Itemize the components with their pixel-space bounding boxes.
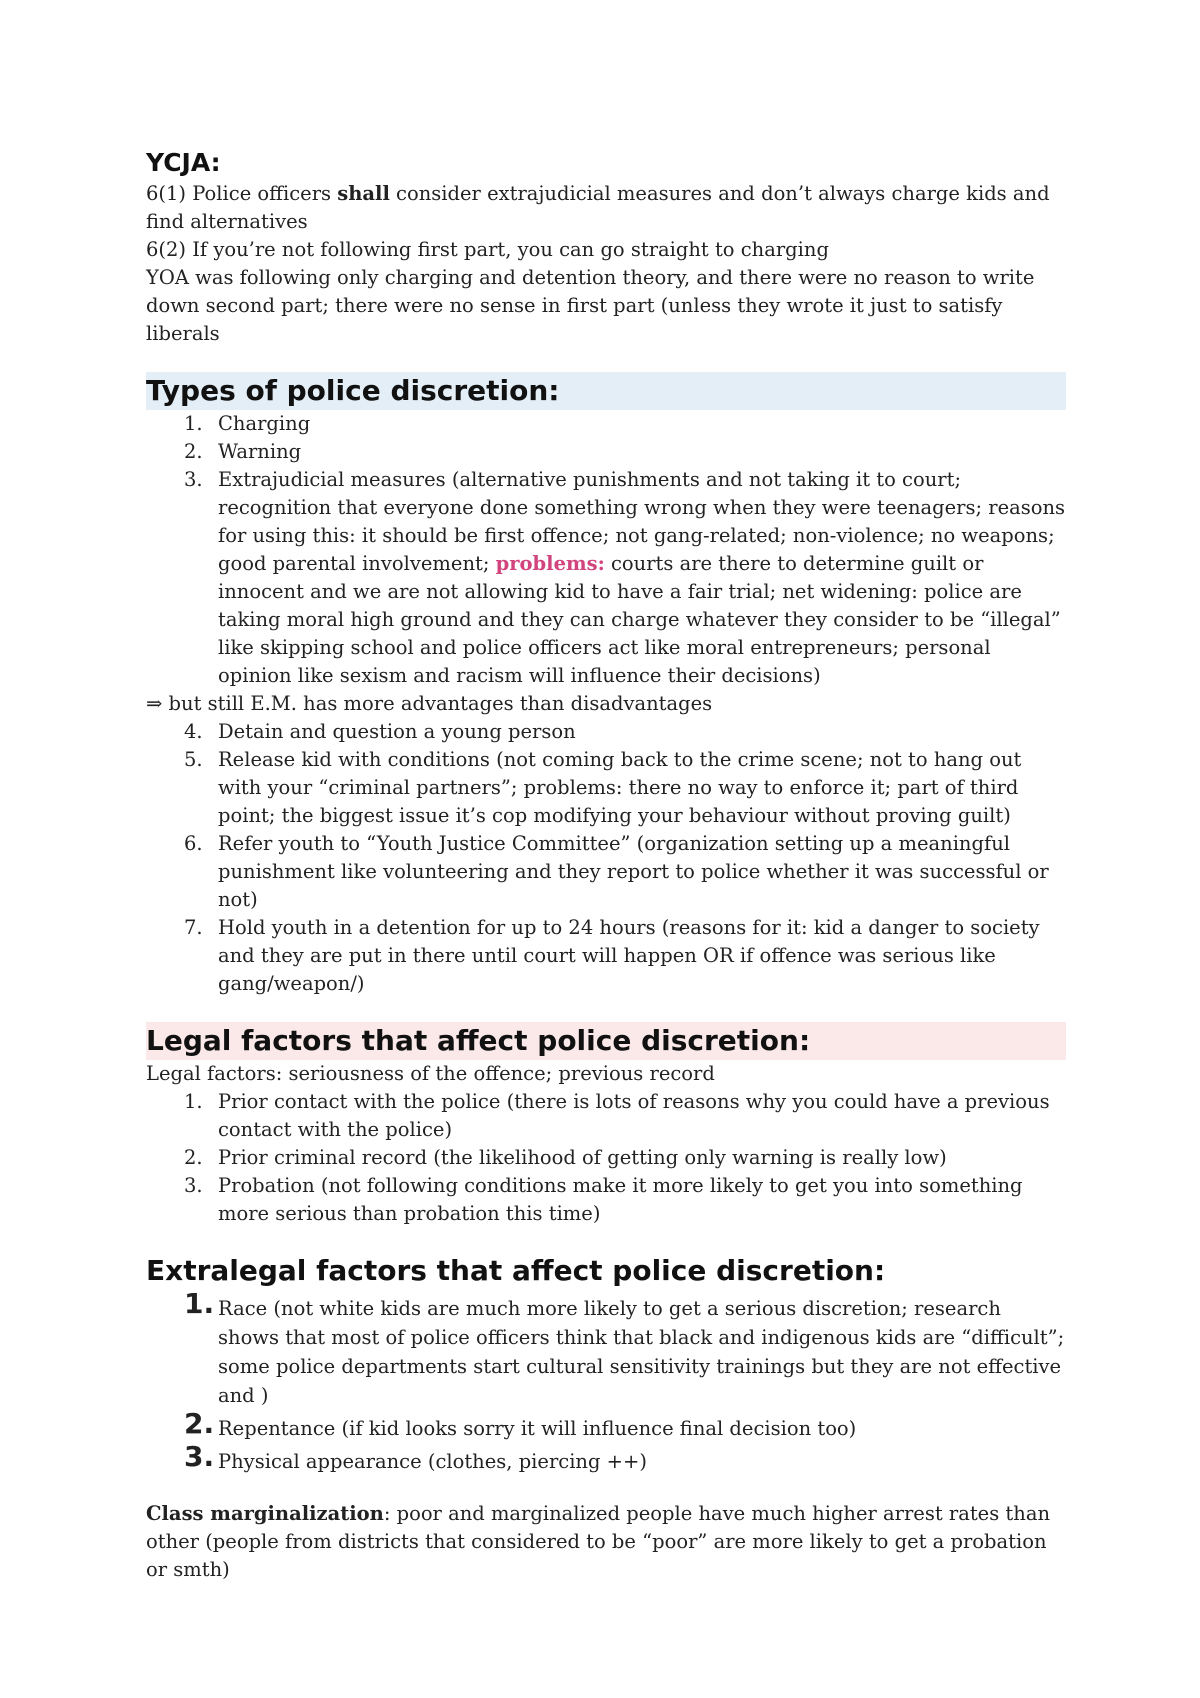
list-item xyxy=(146,1407,1066,1443)
list-text: Prior criminal record (the likelihood of getting only warning is really low) xyxy=(218,1146,947,1169)
ycja-heading: YCJA: xyxy=(146,148,221,177)
list-number: 3. xyxy=(184,468,203,491)
ycja-line-2: 6(2) If you’re not following first part, you can go straight to charging xyxy=(146,238,829,261)
list-number: 3. xyxy=(184,1440,215,1473)
list-item xyxy=(146,1172,1066,1228)
section-gap xyxy=(146,1228,1066,1252)
list-text: Charging xyxy=(218,412,311,435)
list-text: Race (not white kids are much more likely to get a serious discretion; research shows that most of police officers think that black and indigenous kids are “difficult”; some police departments start cultural sensitivity trainings but they are not effective and ) xyxy=(218,1297,1065,1407)
list-text-continued: courts are there to determine guilt or innocent and we are not allowing kid to have a fair trial; net widening: police are taking moral high ground and they can charge whatever they consider to be “illegal” like skipping school and police officers act like moral entrepreneurs; personal opinion like sexism and racism will influence their decisions) xyxy=(218,552,1061,687)
extralegal-list xyxy=(146,1287,1066,1476)
list-number: 2. xyxy=(184,440,203,463)
list-text: Refer youth to “Youth Justice Committee” (organization setting up a meaningful punishment like volunteering and they report to police whether it was successful or not) xyxy=(218,832,1049,911)
list-item xyxy=(146,1287,1066,1410)
types-list-continued xyxy=(146,718,1066,998)
list-item xyxy=(146,410,1066,438)
list-number: 4. xyxy=(184,720,203,743)
legal-heading: Legal factors that affect police discretion: xyxy=(146,1022,1066,1060)
list-item xyxy=(146,718,1066,746)
types-list xyxy=(146,410,1066,690)
section-gap xyxy=(146,348,1066,372)
document-page xyxy=(146,146,1066,1584)
list-item xyxy=(146,1440,1066,1476)
arrow-note: ⇒ but still E.M. has more advantages than disadvantages xyxy=(146,692,713,715)
list-number: 7. xyxy=(184,916,203,939)
ycja-line-3: YOA was following only charging and detention theory, and there were no reason to write down second part; there were no sense in first part (unless they wrote it just to satisfy liberals xyxy=(146,266,1035,345)
list-number: 3. xyxy=(184,1174,203,1197)
list-number: 1. xyxy=(184,412,203,435)
ycja-line-1-a: 6(1) Police officers xyxy=(146,182,338,205)
types-heading: Types of police discretion: xyxy=(146,372,1066,410)
section-gap xyxy=(146,998,1066,1022)
ycja-line-1-b: consider extrajudicial measures and don’t always charge kids and find alternatives xyxy=(146,182,1050,233)
legal-list xyxy=(146,1088,1066,1228)
list-text: Prior contact with the police (there is lots of reasons why you could have a previous contact with the police) xyxy=(218,1090,1050,1141)
list-number: 5. xyxy=(184,748,203,771)
list-text: Warning xyxy=(218,440,302,463)
list-text: Release kid with conditions (not coming back to the crime scene; not to hang out with your “criminal partners”; problems: there no way to enforce it; part of third point; the biggest issue it’s cop modifying your behaviour without proving guilt) xyxy=(218,748,1022,827)
legal-intro: Legal factors: seriousness of the offence; previous record xyxy=(146,1062,715,1085)
list-text: Extrajudicial measures (alternative punishments and not taking it to court; recognition that everyone done something wrong when they were teenagers; reasons for using this: it should be first offence; not gang-related; non-violence; no weapons; good parental involvement; xyxy=(218,468,1066,575)
list-number: 6. xyxy=(184,832,203,855)
list-text: Physical appearance (clothes, piercing ++) xyxy=(218,1450,647,1473)
list-number: 1. xyxy=(184,1090,203,1113)
list-item xyxy=(146,438,1066,466)
list-number: 2. xyxy=(184,1146,203,1169)
list-item xyxy=(146,830,1066,914)
list-text: Detain and question a young person xyxy=(218,720,576,743)
list-text: Hold youth in a detention for up to 24 hours (reasons for it: kid a danger to society and they are put in there until court will happen OR if offence was serious like gang/weapon/) xyxy=(218,916,1040,995)
class-note-text: : poor and marginalized people have much higher arrest rates than other (people from districts that considered to be “poor” are more likely to get a probation or smth) xyxy=(146,1502,1050,1581)
list-item xyxy=(146,1088,1066,1144)
list-item xyxy=(146,746,1066,830)
class-note-label: Class marginalization xyxy=(146,1502,384,1525)
list-item xyxy=(146,1144,1066,1172)
list-number: 1. xyxy=(184,1287,215,1320)
list-text: Repentance (if kid looks sorry it will influence final decision too) xyxy=(218,1417,857,1440)
extralegal-heading: Extralegal factors that affect police discretion: xyxy=(146,1254,886,1287)
ycja-shall-bold: shall xyxy=(337,182,390,205)
list-item xyxy=(146,914,1066,998)
problems-label: problems: xyxy=(495,552,605,575)
list-text: Probation (not following conditions make it more likely to get you into something more serious than probation this time) xyxy=(218,1174,1023,1225)
list-number: 2. xyxy=(184,1407,215,1440)
ycja-line-1 xyxy=(146,180,1066,236)
class-note xyxy=(146,1500,1066,1584)
section-gap xyxy=(146,1476,1066,1500)
list-item xyxy=(146,466,1066,690)
